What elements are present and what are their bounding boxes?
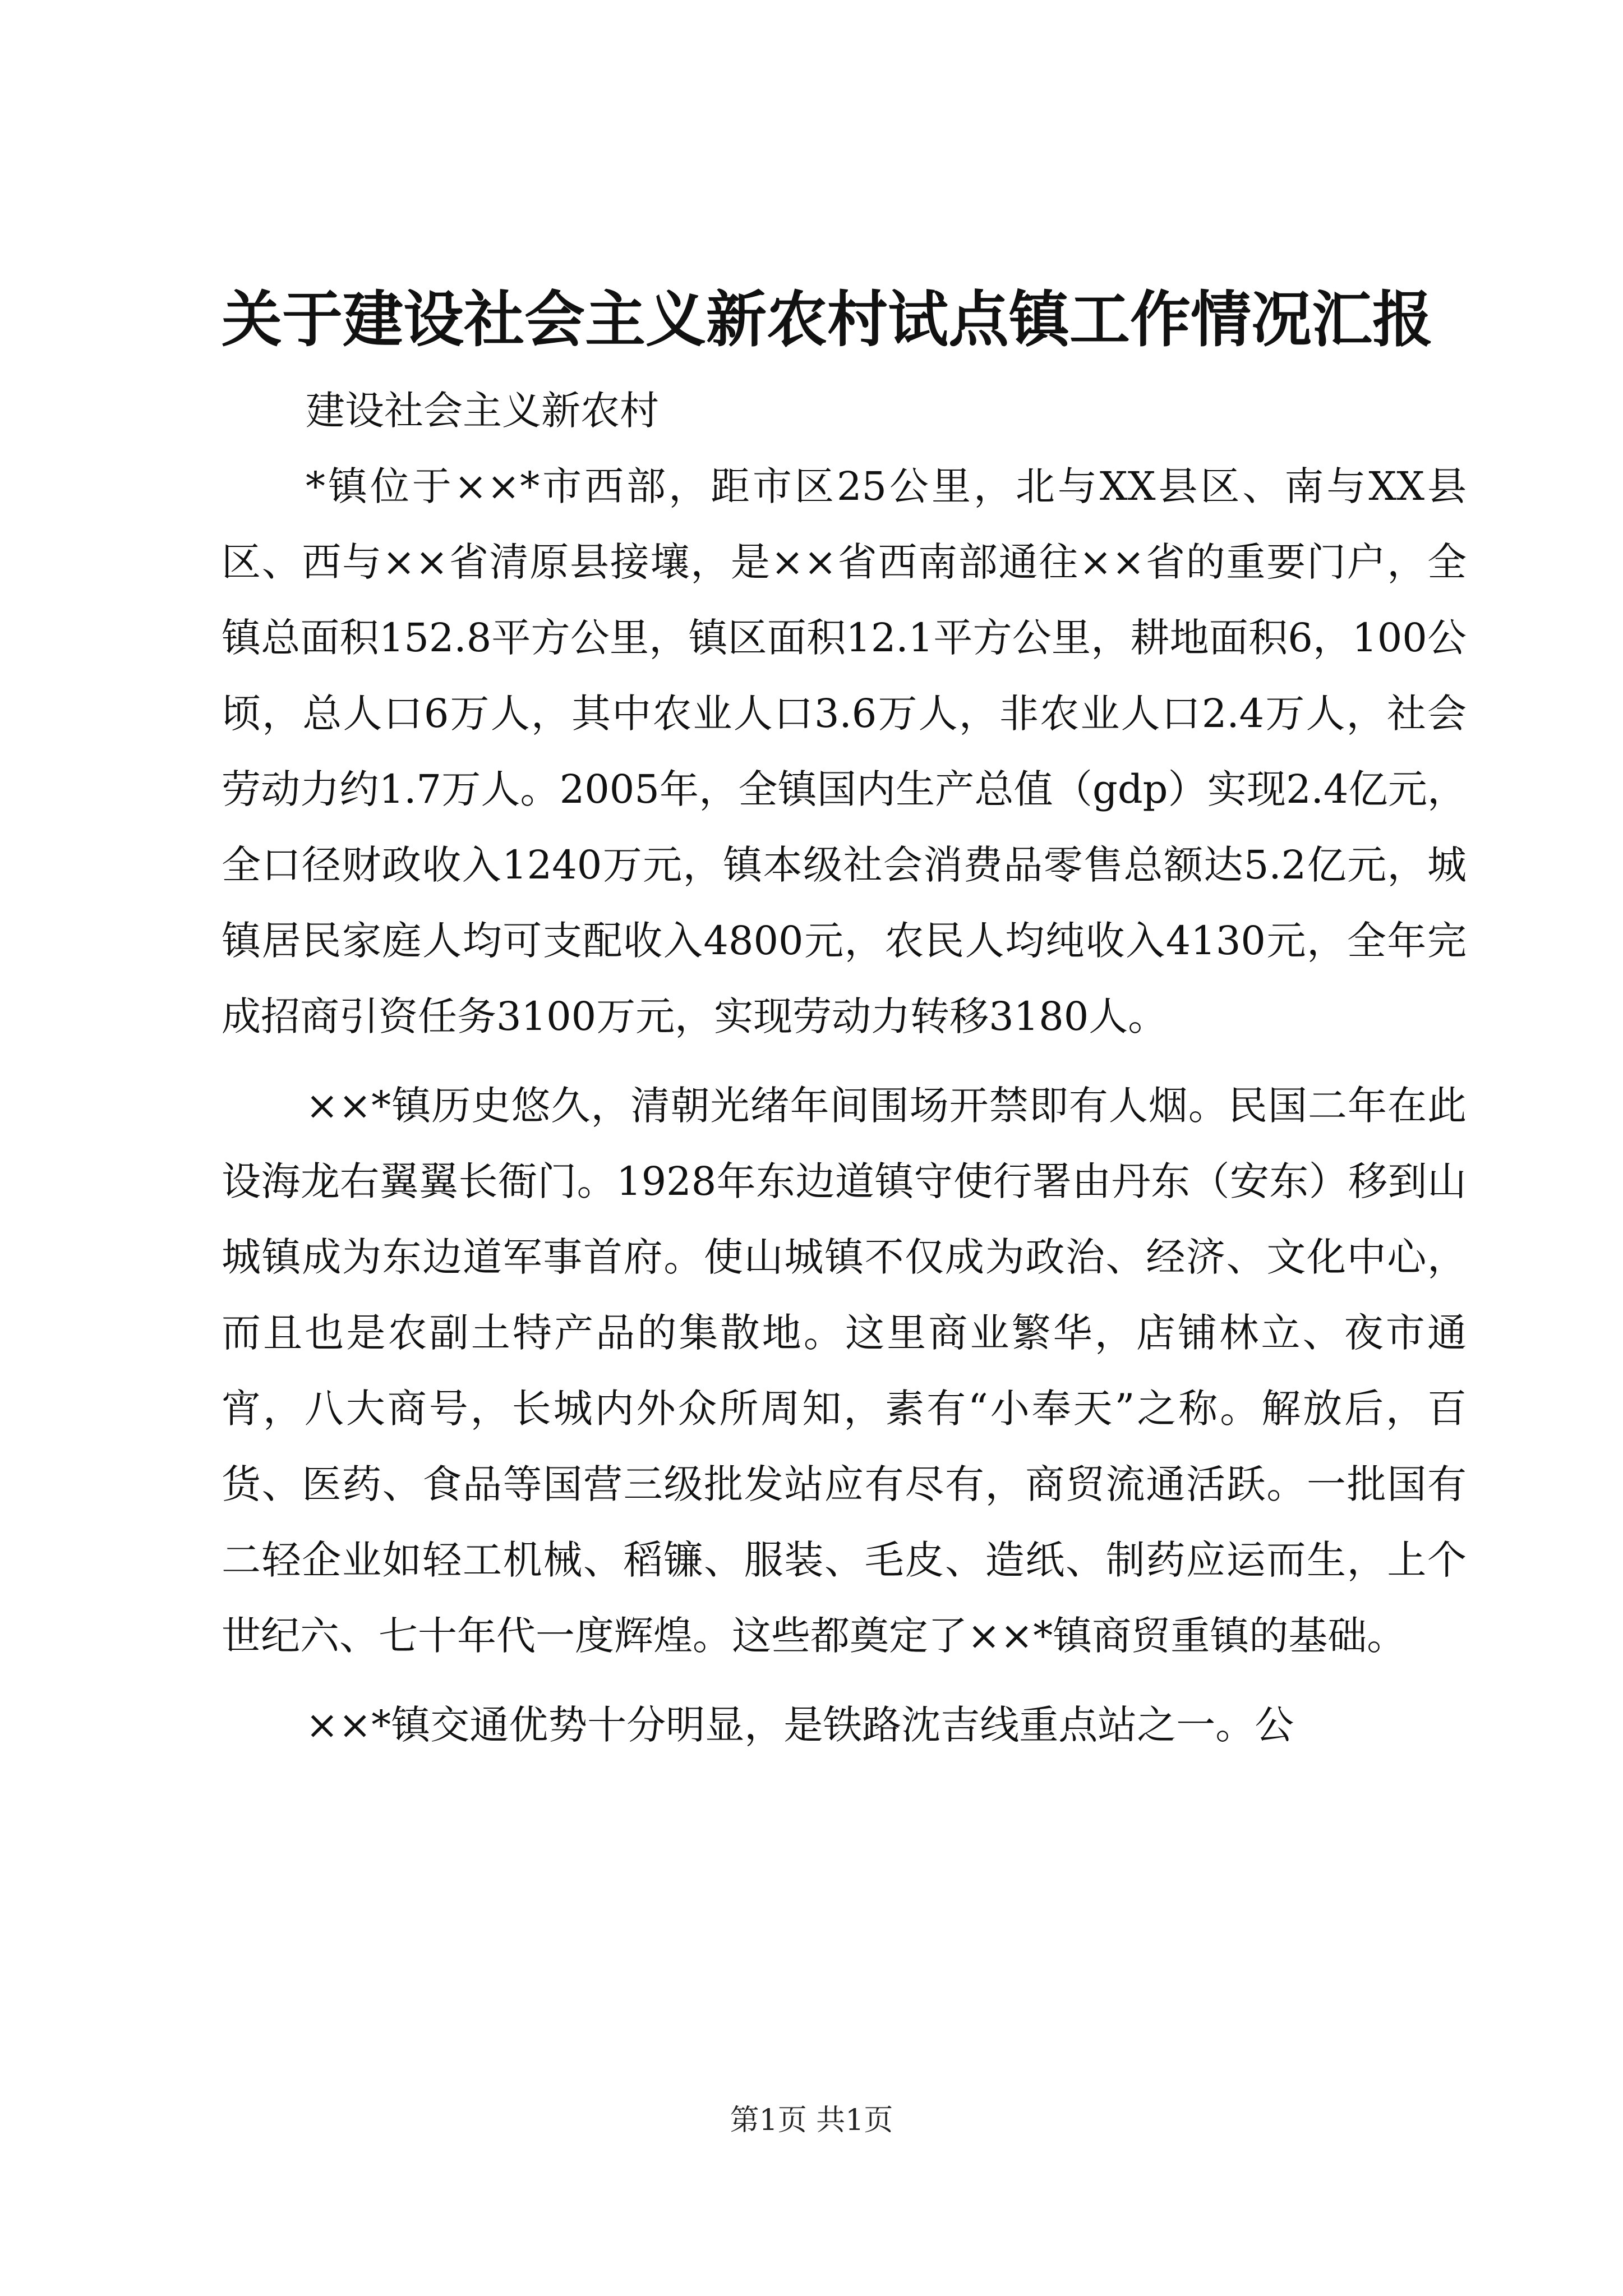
paragraph-overview: *镇位于××*市西部，距市区25公里，北与XX县区、南与XX县区、西与××省清原县接壤，是××省西南部通往××省的重要门户，全镇总面积152.8平方公里，镇区面积12.1平方公里，耕地面积6，100公顷，总人口6万人，其中农业人口3.6万人，非农业人口2.4万人，社会劳动力约1.7万人。2005年，全镇国内生产总值（gdp）实现2.4亿元，全口径财政收入1240万元，镇本级社会消费品零售总额达5.2亿元，城镇居民家庭人均可支配收入4800元，农民人均纯收入4130元，全年完成招商引资任务3100万元，实现劳动力转移3180人。 (222, 463, 1467, 1039)
document-subtitle: 建设社会主义新农村 (306, 388, 659, 434)
paragraph-history: ××*镇历史悠久，清朝光绪年间围场开禁即有人烟。民国二年在此设海龙右翼翼长衙门。1928年东边道镇守使行署由丹东（安东）移到山城镇成为东边道军事首府。使山城镇不仅成为政治、经济、文化中心，而且也是农副土特产品的集散地。这里商业繁华，店铺林立、夜市通宵，八大商号，长城内外众所周知，素有“小奉天”之称。解放后，百货、医药、食品等国营三级批发站应有尽有，商贸流通活跃。一批国有二轻企业如轻工机械、稻镰、服装、毛皮、造纸、制药应运而生，上个世纪六、七十年代一度辉煌。这些都奠定了××*镇商贸重镇的基础。 (222, 1083, 1467, 1659)
document-title: 关于建设社会主义新农村试点镇工作情况汇报 (222, 284, 1433, 355)
document-body (222, 373, 1467, 1777)
paragraph-transport: ××*镇交通优势十分明显，是铁路沈吉线重点站之一。公 (306, 1702, 1294, 1748)
page-footer: 第1页 共1页 (730, 2104, 893, 2137)
